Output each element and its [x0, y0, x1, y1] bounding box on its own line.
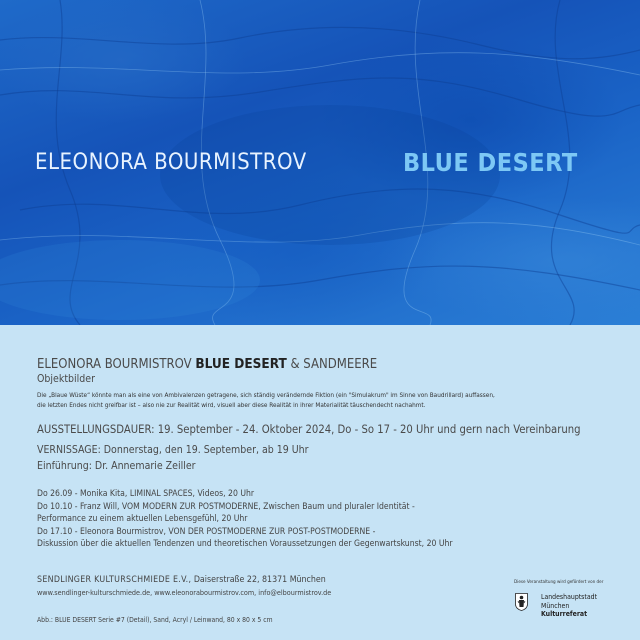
sponsor-organization: [541, 593, 597, 619]
venue: [37, 575, 326, 585]
event-item: Diskussion über die aktuellen Tendenzen und theoretischen Voraussetzungen der Gegenwartskunst, 20 Uhr: [37, 539, 453, 549]
sponsor-line: München: [541, 601, 570, 610]
subtitle: Objektbilder: [37, 373, 95, 385]
headline-artist: ELEONORA BOURMISTROV: [37, 357, 192, 372]
vernissage-label: VERNISSAGE:: [37, 444, 101, 456]
event-item: Do 10.10 - Franz Will, VOM MODERN ZUR POSTMODERNE, Zwischen Baum und pluraler Identität -: [37, 501, 415, 512]
sponsor-line: Kulturreferat: [541, 610, 588, 618]
headline: [37, 356, 377, 372]
introduction: Einführung: Dr. Annemarie Zeiller: [37, 460, 196, 472]
description: [37, 391, 612, 410]
description-line: die letzten Endes nicht greifbar ist – also nie zur Realität wird, visuell aber diese Realität in ihrer Materialität täuschendecht nachahmt.: [37, 400, 426, 409]
headline-title: BLUE DESERT: [195, 356, 287, 372]
venue-links[interactable]: www.sendlinger-kulturschmiede.de, www.eleonorabourmistrov.com, info@elbourmistrov.de: [37, 588, 332, 597]
munich-coat-of-arms-icon: [515, 593, 528, 611]
sponsor-line: Landeshauptstadt: [541, 593, 598, 601]
image-caption: Abb.: BLUE DESERT Serie #7 (Detail), Sand, Acryl / Leinwand, 80 x 80 x 5 cm: [37, 616, 273, 624]
event-list: [37, 488, 453, 551]
venue-address: Daiserstraße 22, 81371 München: [193, 575, 326, 585]
vernissage-text: Donnerstag, den 19. September, ab 19 Uhr: [103, 444, 309, 456]
exhibition-text: 19. September - 24. Oktober 2024, Do - So 17 - 20 Uhr und gern nach Vereinbarung: [157, 423, 581, 436]
event-item: Do 26.09 - Monika Kita, LIMINAL SPACES, Videos, 20 Uhr: [37, 489, 255, 499]
exhibition-dates: [37, 423, 581, 436]
event-item: Do 17.10 - Eleonora Bourmistrov, VON DER POSTMODERNE ZUR POST-POSTMODERNE -: [37, 526, 376, 537]
sponsor-note: Diese Veranstaltung wird gefördert von der: [514, 580, 604, 585]
exhibition-label: AUSSTELLUNGSDAUER:: [37, 423, 155, 436]
venue-name: SENDLINGER KULTURSCHMIEDE E.V.,: [37, 575, 192, 585]
hero-artist-name: ELEONORA BOURMISTROV: [35, 150, 307, 175]
event-item: Performance zu einem aktuellen Lebensgefühl, 20 Uhr: [37, 514, 248, 524]
description-line: Die „Blaue Wüste“ könnte man als eine von Ambivalenzen getragene, sich ständig verändernde Fiktion (ein "Simulakrum" im Sinne von Baudrillard) auffassen,: [37, 391, 495, 399]
headline-suffix: & SANDMEERE: [290, 357, 378, 372]
vernissage: [37, 444, 309, 456]
hero-exhibition-title: BLUE DESERT: [403, 148, 578, 177]
